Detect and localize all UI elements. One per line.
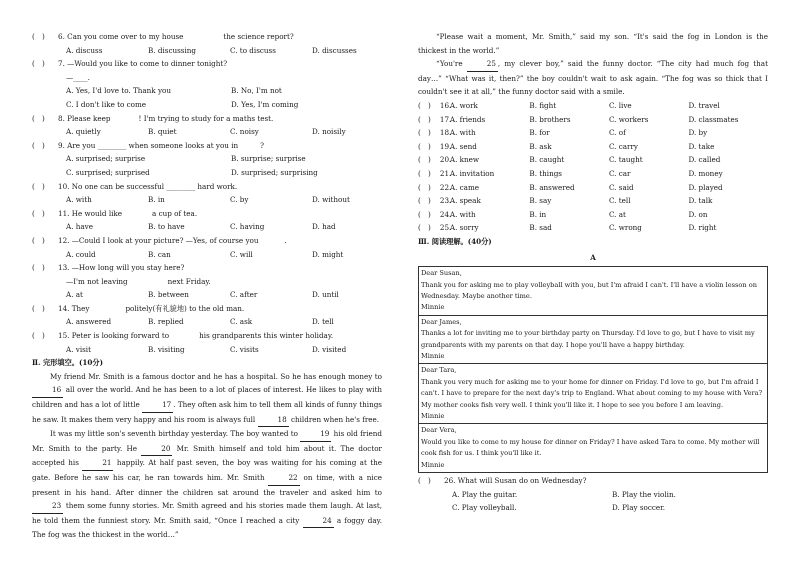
option-c[interactable]: C. ask <box>230 317 253 327</box>
part-a-label: A <box>590 252 596 262</box>
cloze-option-row-21: ( ) 21. A. invitation B. things C. car D. money <box>418 168 723 178</box>
blank-22[interactable]: 22 <box>268 471 299 486</box>
answer-paren[interactable]: ( ) <box>32 32 45 41</box>
cloze-option-row-18: ( ) 18. A. with B. for C. of D. by <box>418 128 708 138</box>
question-13: ( ) 13. —How long will you stay here? —I'm not leaving next Friday. A. at B. between C. after D. until <box>32 261 382 302</box>
options <box>32 84 382 111</box>
option-a[interactable]: A. Yes, I'd love to. Thank you <box>66 86 171 96</box>
cloze-paragraph-1: My friend Mr. Smith is a famous doctor and he has a hospital. So he has enough money to 16 all over the world. And he has been to a lot of places of interest. He likes to play with children and has a lot of little 17 . They often ask him to tell them all kinds of funny things he saw. It makes them very happy and his room is always full 18 children when he's free. <box>32 370 382 427</box>
cloze-option-row-22: ( ) 22. A. came B. answered C. said D. played <box>418 182 723 192</box>
option-b[interactable]: B. between <box>148 290 189 300</box>
option-c[interactable]: C. by <box>230 195 249 205</box>
option-b[interactable]: B. discussing <box>148 45 196 55</box>
option-c[interactable]: C. after <box>230 290 258 300</box>
answer-paren[interactable]: ( ) <box>418 476 431 485</box>
blank-24[interactable]: 24 <box>303 514 334 529</box>
note-susan: Dear Susan, Thank you for asking me to play volleyball with you, but I'm afraid I can't. I'll have a violin lesson on Wednesday. Maybe another time. Minnie <box>419 267 767 316</box>
section-cloze-heading: Ⅱ. 完形填空。(10分) <box>32 358 103 368</box>
answer-paren[interactable]: ( ) <box>32 181 45 191</box>
option-d[interactable]: D. without <box>312 195 350 205</box>
question-11: ( ) 11. He would like a cup of tea. A. have B. to have C. having D. had <box>32 207 382 234</box>
option-c[interactable]: C. visits <box>230 344 259 354</box>
options <box>32 220 382 234</box>
option-d[interactable]: D. noisily <box>312 127 346 137</box>
section-reading-heading: Ⅲ. 阅读理解。(40分) <box>418 236 492 246</box>
answer-paren[interactable]: ( ) <box>32 235 45 245</box>
options <box>32 315 382 329</box>
cloze-option-row-23: ( ) 23. A. speak B. say C. tell D. talk <box>418 196 713 206</box>
question-15: ( ) 15. Peter is looking forward to his grandparents this winter holiday. A. visit B. visiting C. visits D. visited <box>32 329 382 356</box>
option-d[interactable]: D. might <box>312 249 344 259</box>
blank-18[interactable]: 18 <box>258 413 289 428</box>
option-b[interactable]: B. can <box>148 249 171 259</box>
cloze-option-row-24: ( ) 24. A. with B. in C. at D. on <box>418 209 708 219</box>
blank-19[interactable]: 19 <box>300 427 331 442</box>
options <box>32 44 382 58</box>
option-b[interactable]: B. Play the violin. <box>612 489 676 499</box>
answer-paren[interactable]: ( ) <box>32 263 45 273</box>
option-a[interactable]: A. have <box>66 222 93 232</box>
question-12: ( ) 12. —Could I look at your picture? —Yes, of course you . A. could B. can C. will D. might <box>32 234 382 261</box>
cloze-option-row-16: ( ) 16. A. work B. fight C. live D. travel <box>418 100 720 110</box>
answer-paren[interactable]: ( ) <box>32 113 45 123</box>
cloze-options <box>418 99 768 235</box>
note-tara: Dear Tara, Thank you very much for asking me to your home for dinner on Friday. I'd love to go, but I'm afraid I can't. I have to prepare for the next day's trip to England. What about coming to my house with Vera? My mother cooks fish very well. I think you'll like it. I hope to see you before I am leaving. Minnie <box>419 364 767 424</box>
answer-paren[interactable]: ( ) <box>32 140 45 150</box>
options <box>32 343 382 357</box>
cloze-option-row-19: ( ) 19. A. send B. ask C. carry D. take <box>418 141 715 151</box>
options <box>32 248 382 262</box>
left-column <box>32 30 382 542</box>
question-14: ( ) 14. They politely(有礼貌地) to the old man. A. answered B. replied C. ask D. tell <box>32 302 382 329</box>
cloze-paragraph-2: It was my little son's seventh birthday yesterday. The boy wanted to 19 his old friend Mr. Smith to the party. He 20 Mr. Smith himself and told him about it. The doctor accepted his 21 happily. At half past seven, the boy was waiting for his coming at the gate. Before he saw his car, he ran towards him. Mr. Smith 22 on time, with a nice present in his hand. After dinner the children sat around the traveler and asked him to 23 them some funny stories. Mr. Smith agreed and his stories made them laugh. At last, he told them the funniest story. Mr. Smith said, “Once I reached a city 24 a foggy day. The fog was the thickest in the world…” <box>32 429 382 540</box>
option-c[interactable]: C. noisy <box>230 127 259 137</box>
option-b[interactable]: B. No, I'm not <box>231 86 282 96</box>
option-a[interactable]: A. with <box>66 195 92 205</box>
option-b[interactable]: B. to have <box>148 222 185 232</box>
option-b[interactable]: B. surprise; surprise <box>231 154 306 164</box>
option-d[interactable]: D. until <box>312 290 339 300</box>
option-a[interactable]: A. could <box>66 249 96 259</box>
blank-21[interactable]: 21 <box>82 456 113 471</box>
options <box>32 125 382 139</box>
option-c[interactable]: C. having <box>230 222 265 232</box>
options <box>32 193 382 207</box>
question-26: ( ) 26. What will Susan do on Wednesday? A. Play the guitar. B. Play the violin. C. Play volleyball. D. Play soccer. <box>418 474 768 515</box>
cloze-passage <box>32 370 382 542</box>
options <box>32 288 382 302</box>
option-d[interactable]: D. Yes, I'm coming <box>231 99 299 109</box>
option-a[interactable]: A. answered <box>66 317 112 327</box>
cloze-option-row-20: ( ) 20. A. knew B. caught C. taught D. called <box>418 155 721 165</box>
option-d[interactable]: D. visited <box>312 344 347 354</box>
answer-paren[interactable]: ( ) <box>32 303 45 313</box>
question-9: ( ) 9. Are you ________ when someone looks at you in ? A. surprised; surprise B. surprise; surprise C. surprised; surprised D. surprised; surprising <box>32 139 382 180</box>
blank-20[interactable]: 20 <box>141 442 172 457</box>
option-d[interactable]: D. discusses <box>312 45 357 55</box>
option-c[interactable]: C. to discuss <box>230 45 276 55</box>
cloze-paragraph-4: “You're 25 , my clever boy,” said the funny doctor. “The city had much fog that day…” “What was it, then?” the boy couldn't wait to ask again. “The fog was so thick that I couldn't see it at all,” the funny doctor said with a smile. <box>418 59 768 97</box>
options <box>418 488 768 515</box>
option-c[interactable]: C. surprised; surprised <box>66 167 150 177</box>
blank-16[interactable]: 16 <box>32 383 63 398</box>
question-6: ( ) 6. Can you come over to my house the science report? A. discuss B. discussing C. to discuss D. discusses <box>32 30 382 57</box>
cloze-option-row-25: ( ) 25. A. sorry B. sad C. wrong D. right <box>418 223 717 233</box>
cloze-option-row-17: ( ) 17. A. friends B. brothers C. workers D. classmates <box>418 114 739 124</box>
option-a[interactable]: A. visit <box>66 344 91 354</box>
option-b[interactable]: B. in <box>148 195 165 205</box>
blank-17[interactable]: 17 <box>142 398 173 413</box>
note-james: Dear James, Thanks a lot for inviting me to your birthday party on Thursday. I'd love to go, but I have to visit my grandparents with my parents on that day. I hope you'll have a happy birthday. Minnie <box>419 316 767 365</box>
option-b[interactable]: B. quiet <box>148 127 177 137</box>
option-b[interactable]: B. visiting <box>148 344 185 354</box>
option-d[interactable]: D. tell <box>312 317 334 327</box>
answer-paren[interactable]: ( ) <box>32 59 45 69</box>
blank-25[interactable]: 25 <box>467 57 498 72</box>
option-c[interactable]: C. will <box>230 249 253 259</box>
question-10: ( ) 10. No one can be successful ________ hard work. A. with B. in C. by D. without <box>32 180 382 207</box>
option-a[interactable]: A. at <box>66 290 83 300</box>
option-c[interactable]: C. I don't like to come <box>66 99 147 109</box>
option-a[interactable]: A. discuss <box>66 45 103 55</box>
option-a[interactable]: A. quietly <box>66 127 101 137</box>
answer-paren[interactable]: ( ) <box>32 331 45 341</box>
answer-paren[interactable]: ( ) <box>32 208 45 218</box>
blank-23[interactable]: 23 <box>32 499 63 514</box>
option-d[interactable]: D. had <box>312 222 336 232</box>
question-8: ( ) 8. Please keep ! I'm trying to study for a maths test. A. quietly B. quiet C. noisy D. noisily <box>32 112 382 139</box>
option-b[interactable]: B. replied <box>148 317 184 327</box>
option-a[interactable]: A. surprised; surprise <box>66 154 146 164</box>
question-7: ( ) 7. —Would you like to come to dinner tonight? —____. A. Yes, I'd love to. Thank you B. No, I'm not C. I don't like to come D. Yes, I'm coming <box>32 57 382 111</box>
right-column <box>418 30 768 515</box>
option-d[interactable]: D. surprised; surprising <box>231 167 318 177</box>
cloze-paragraph-3: “Please wait a moment, Mr. Smith,” said my son. “It's said the fog in London is the thickest in the world.” <box>418 32 768 55</box>
option-d[interactable]: D. Play soccer. <box>612 503 666 513</box>
note-vera: Dear Vera, Would you like to come to my house for dinner on Friday? I have asked Tara to come. My mother will cook fish for us. I think you'll like it. Minnie <box>421 426 760 469</box>
option-a[interactable]: A. Play the guitar. <box>452 489 518 499</box>
options <box>32 152 382 179</box>
notes-table <box>418 266 768 473</box>
option-c[interactable]: C. Play volleyball. <box>452 503 517 513</box>
